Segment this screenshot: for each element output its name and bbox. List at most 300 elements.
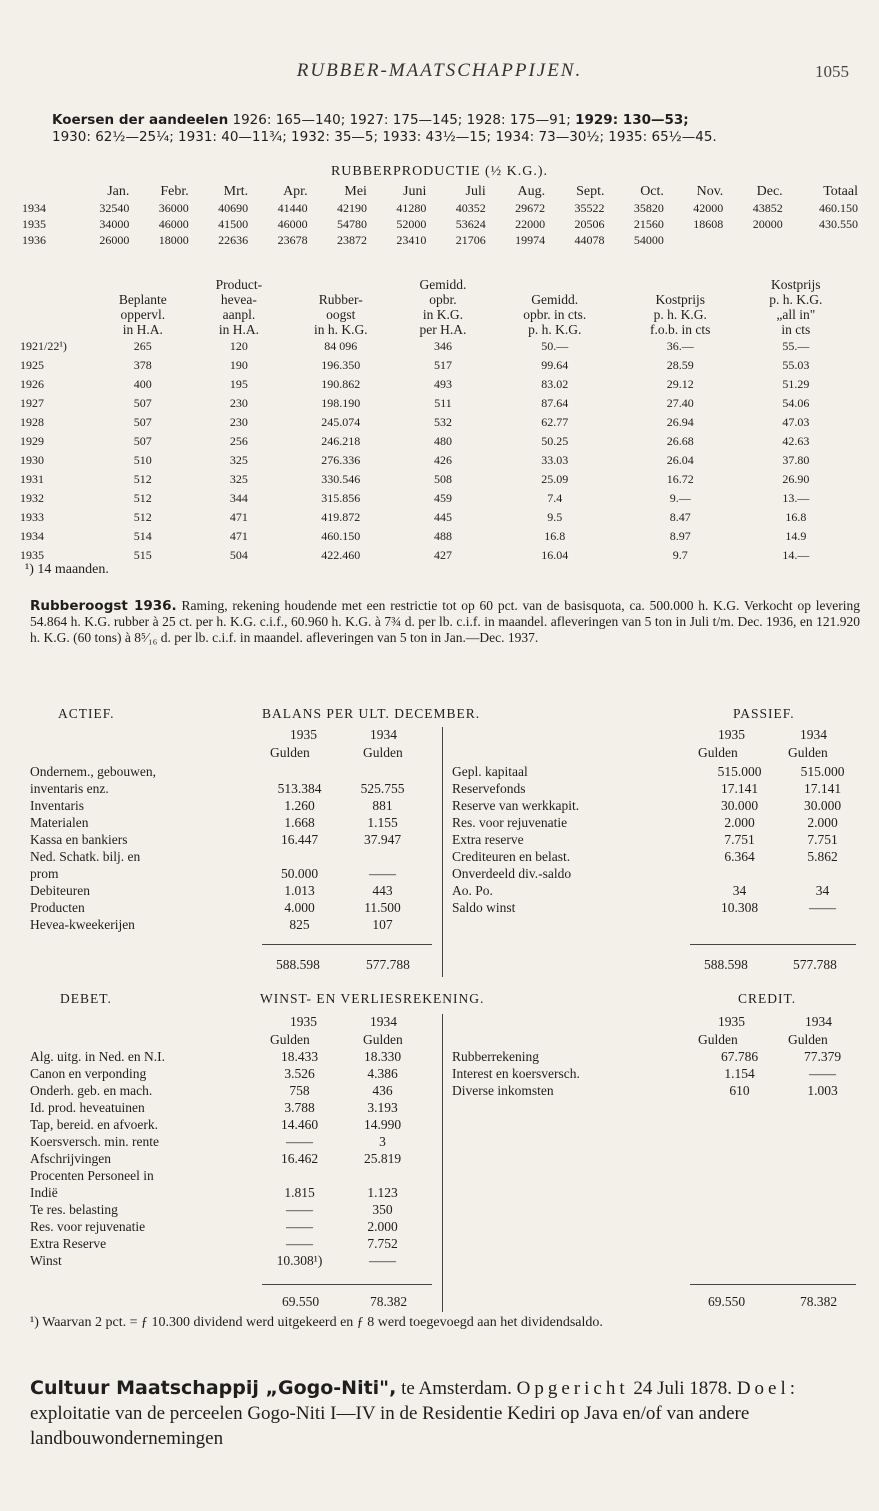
production-cell	[785, 232, 860, 248]
production-cell: 21706	[455, 232, 486, 247]
ledger-amount-a: 758	[289, 1083, 310, 1098]
stats-header-line: aanpl.	[222, 307, 256, 322]
ledger-amount-b: ——	[369, 866, 396, 881]
stats-header-spacer	[20, 277, 94, 337]
ledger-label: Hevea-kweekerijen	[30, 917, 135, 932]
ledger-row	[452, 1083, 864, 1100]
production-cell: 41440	[277, 200, 308, 215]
stats-header-line	[286, 277, 395, 292]
ledger-amount-b: 1.003	[807, 1083, 838, 1098]
ledger-amount-b: ——	[369, 1253, 396, 1268]
production-cell: 54780	[336, 216, 367, 231]
stats-cell: 517	[433, 358, 452, 372]
ledger-label: prom	[30, 866, 59, 881]
stats-cell: 16.04	[541, 548, 569, 562]
stats-header-line: Beplante	[118, 292, 167, 307]
stats-row	[20, 394, 850, 413]
production-header-cell: Sept.	[576, 184, 605, 199]
stats-header-line: in h. K.G.	[313, 322, 368, 337]
ledger-amount-a: 16.462	[280, 1151, 319, 1166]
production-cell: 46000	[277, 216, 308, 231]
ledger-amount-b	[341, 764, 424, 781]
stats-year: 1926	[20, 377, 44, 391]
balans-year-a: 1935	[290, 727, 317, 742]
stats-cell: 99.64	[541, 358, 569, 372]
stats-cell: 256	[229, 434, 248, 448]
ledger-row	[30, 1236, 424, 1253]
balans-title: BALANS PER ULT. DECEMBER.	[262, 706, 481, 721]
winst-unit-a: Gulden	[270, 1032, 310, 1047]
production-cell: 19974	[515, 232, 546, 247]
ledger-row	[30, 1117, 424, 1134]
ledger-amount-b	[341, 849, 424, 866]
production-cell: 460.150	[819, 200, 858, 215]
ledger-row	[30, 1151, 424, 1168]
ledger-amount-a: 50.000	[280, 866, 319, 881]
winst-year-a: 1935	[290, 1014, 317, 1029]
stats-row	[20, 527, 850, 546]
stats-year: 1935	[20, 548, 44, 562]
ledger-amount-a: ——	[286, 1202, 313, 1217]
production-cell: 42000	[693, 200, 724, 215]
share-prices-paragraph	[52, 112, 852, 146]
stats-row	[20, 413, 850, 432]
credit-unit-b: Gulden	[788, 1032, 828, 1047]
production-cell: 35820	[633, 200, 664, 215]
stats-cell: 13.—	[782, 491, 810, 505]
ledger-amount-a	[258, 764, 341, 781]
stats-cell: 325	[229, 453, 248, 467]
stats-cell: 28.59	[666, 358, 694, 372]
ledger-amount-b: 436	[372, 1083, 393, 1098]
production-header-cell: Febr.	[160, 184, 189, 199]
stats-cell: 508	[433, 472, 452, 486]
production-header-row	[20, 184, 860, 200]
ledger-amount-a: 6.364	[724, 849, 755, 864]
running-header: RUBBER-MAATSCHAPPIJEN.	[296, 60, 583, 81]
stats-cell: 532	[433, 415, 452, 429]
stats-header-line: „all in"	[776, 307, 816, 322]
production-header-cell: Aug.	[517, 184, 546, 199]
production-cell: 46000	[158, 216, 189, 231]
stats-header-cell	[94, 277, 192, 337]
ledger-amount-a: ——	[286, 1236, 313, 1251]
ledger-amount-a: 3.526	[284, 1066, 315, 1081]
production-table	[20, 184, 860, 248]
ledger-amount-b: ——	[809, 1066, 836, 1081]
stats-cell: 400	[133, 377, 152, 391]
page-number: 1055	[815, 62, 849, 81]
credit-total-b: 78.382	[800, 1294, 838, 1309]
ledger-amount-b: 3	[379, 1134, 386, 1149]
stats-cell: 26.04	[666, 453, 694, 467]
ledger-row	[30, 1066, 424, 1083]
ledger-amount-b: 18.330	[363, 1049, 402, 1064]
ledger-amount-b: 7.751	[807, 832, 838, 847]
production-cell: 29672	[515, 200, 546, 215]
production-cell: 44078	[574, 232, 605, 247]
stats-cell: 62.77	[541, 415, 569, 429]
stats-cell: 198.190	[321, 396, 361, 410]
stats-year: 1929	[20, 434, 44, 448]
passief-total-a: 588.598	[704, 957, 748, 972]
ledger-label: Interest en koersversch.	[452, 1066, 580, 1081]
credit-title: CREDIT.	[738, 991, 797, 1006]
ledger-label: Afschrijvingen	[30, 1151, 111, 1166]
ledger-label: Onderh. geb. en mach.	[30, 1083, 153, 1098]
stats-cell: 515	[133, 548, 152, 562]
ledger-amount-b: 30.000	[803, 798, 842, 813]
founded-label: Opgericht	[516, 1378, 629, 1399]
ledger-amount-a: 30.000	[720, 798, 759, 813]
ledger-amount-b: 37.947	[363, 832, 402, 847]
ledger-amount-a: 2.000	[724, 815, 755, 830]
stats-cell: 55.—	[782, 339, 810, 353]
ledger-amount-b: 2.000	[367, 1219, 398, 1234]
ledger-amount-b: 350	[372, 1202, 393, 1217]
share-prices-1929: 1929: 130—53;	[575, 112, 689, 128]
production-header-cell: Juni	[403, 184, 427, 199]
production-cell: 23410	[396, 232, 427, 247]
ledger-label: Gepl. kapitaal	[452, 764, 528, 779]
ledger-row	[452, 798, 864, 815]
stats-header-line: p. h. K.G.	[653, 307, 707, 322]
stats-header-line	[94, 277, 192, 292]
ledger-row	[30, 1049, 424, 1066]
ledger-row	[30, 849, 424, 866]
ledger-label: Onverdeeld div.-saldo	[452, 866, 572, 881]
ledger-label: Extra Reserve	[30, 1236, 107, 1251]
stats-cell: 9.5	[547, 510, 563, 524]
ledger-row	[30, 883, 424, 900]
passief-total-b: 577.788	[793, 957, 837, 972]
stats-header-cell	[619, 277, 742, 337]
stats-cell: 471	[229, 510, 248, 524]
ledger-amount-b: 7.752	[367, 1236, 398, 1251]
ledger-amount-b: 525.755	[360, 781, 405, 796]
ledger-amount-a	[258, 849, 341, 866]
harvest-estimate-paragraph	[30, 598, 860, 646]
stats-cell: 512	[133, 510, 152, 524]
stats-cell: 459	[433, 491, 452, 505]
production-cell: 42190	[336, 200, 367, 215]
ledger-amount-a: 17.141	[720, 781, 759, 796]
ledger-amount-a: 4.000	[284, 900, 315, 915]
ledger-amount-a: 1.668	[284, 815, 315, 830]
production-cell: 43852	[752, 200, 783, 215]
ledger-label: Id. prod. heveatuinen	[30, 1100, 145, 1115]
production-header-cell: Totaal	[823, 184, 858, 199]
ledger-label: Koersversch. min. rente	[30, 1134, 159, 1149]
stats-cell: 344	[229, 491, 248, 505]
passief-total-rule	[690, 944, 856, 945]
ledger-amount-a: 1.013	[284, 883, 315, 898]
ledger-label: Reservefonds	[452, 781, 526, 796]
ledger-label: Indië	[30, 1185, 58, 1200]
ledger-row	[452, 832, 864, 849]
ledger-row	[452, 1049, 864, 1066]
production-header-cell: Juli	[465, 184, 486, 199]
ledger-label: Ao. Po.	[452, 883, 493, 898]
winst-title: WINST- EN VERLIESREKENING.	[260, 991, 485, 1006]
stats-cell: 84 096	[324, 339, 358, 353]
production-cell: 430.550	[819, 216, 858, 231]
ledger-label: Ondernem., gebouwen,	[30, 764, 156, 779]
debet-table	[30, 1049, 424, 1270]
ledger-row	[30, 1185, 424, 1202]
stats-cell: 8.47	[669, 510, 691, 524]
stats-cell: 8.97	[669, 529, 691, 543]
production-year: 1936	[22, 232, 46, 247]
stats-cell: 512	[133, 491, 152, 505]
debet-title: DEBET.	[60, 991, 112, 1006]
founded-date: 24 Juli 1878.	[628, 1378, 737, 1399]
ledger-amount-b: 515.000	[800, 764, 845, 779]
stats-header-line: Gemidd.	[531, 292, 579, 307]
production-cell: 22636	[218, 232, 249, 247]
stats-cell: 507	[133, 396, 152, 410]
production-cell: 53624	[455, 216, 486, 231]
actief-title: ACTIEF.	[58, 706, 115, 721]
ledger-row	[452, 781, 864, 798]
ledger-label: Alg. uitg. in Ned. en N.I.	[30, 1049, 165, 1064]
actief-total-rule	[262, 944, 432, 945]
stats-cell: 14.9	[785, 529, 807, 543]
stats-cell: 330.546	[321, 472, 361, 486]
debet-total-rule	[262, 1284, 432, 1285]
ledger-amount-a: ——	[286, 1134, 313, 1149]
stats-year: 1928	[20, 415, 44, 429]
ledger-amount-a: 7.751	[724, 832, 755, 847]
ledger-row	[30, 1100, 424, 1117]
stats-cell: 9.—	[669, 491, 691, 505]
production-header-cell: Dec.	[756, 184, 783, 199]
ledger-label: Crediteuren en belast.	[452, 849, 571, 864]
share-prices-label: Koersen der aandeelen	[52, 112, 229, 128]
stats-row	[20, 337, 850, 356]
stats-cell: 511	[434, 396, 452, 410]
stats-cell: 26.68	[666, 434, 694, 448]
balans-unit-a: Gulden	[270, 745, 310, 760]
ledger-label: Inventaris	[30, 798, 84, 813]
ledger-amount-b: 1.123	[367, 1185, 398, 1200]
stats-cell: 14.—	[782, 548, 810, 562]
stats-cell: 55.03	[782, 358, 810, 372]
stats-cell: 33.03	[541, 453, 569, 467]
production-header-cell: Apr.	[283, 184, 308, 199]
stats-cell: 54.06	[782, 396, 810, 410]
production-header-spacer	[20, 184, 72, 200]
ledger-row	[30, 866, 424, 883]
stats-cell: 315.856	[321, 491, 361, 505]
ledger-amount-a: 513.384	[277, 781, 322, 796]
ledger-label: Procenten Personeel in	[30, 1168, 154, 1183]
stats-row	[20, 432, 850, 451]
ledger-amount-a: 3.788	[284, 1100, 315, 1115]
stats-cell: 230	[229, 396, 248, 410]
ledger-label: Materialen	[30, 815, 89, 830]
ledger-label: Winst	[30, 1253, 62, 1268]
ledger-amount-b: 34	[815, 883, 830, 898]
stats-header-line: Product-	[215, 277, 263, 292]
passief-year-b: 1934	[800, 727, 827, 742]
dividend-footnote: ¹) Waarvan 2 pct. = ƒ 10.300 dividend werd uitgekeerd en ƒ 8 werd toegevoegd aan het dividendsaldo.	[30, 1315, 603, 1330]
passief-title: PASSIEF.	[733, 706, 795, 721]
winst-unit-b: Gulden	[363, 1032, 403, 1047]
stats-year: 1921/22¹)	[20, 339, 67, 353]
ledger-amount-a	[258, 1168, 341, 1185]
stats-cell: 190	[229, 358, 248, 372]
stats-row	[20, 489, 850, 508]
credit-total-rule	[690, 1284, 856, 1285]
ledger-row	[30, 1168, 424, 1185]
ledger-row	[30, 1083, 424, 1100]
ledger-row	[452, 883, 864, 900]
passief-unit-a: Gulden	[698, 745, 738, 760]
ledger-label: inventaris enz.	[30, 781, 109, 796]
stats-header-row	[20, 277, 850, 337]
stats-cell: 83.02	[541, 377, 569, 391]
ledger-amount-a: 67.786	[720, 1049, 759, 1064]
stats-year: 1931	[20, 472, 44, 486]
credit-table	[452, 1049, 864, 1100]
production-cell: 40690	[218, 200, 249, 215]
stats-cell: 36.—	[666, 339, 694, 353]
production-cell: 40352	[455, 200, 486, 215]
stats-cell: 422.460	[321, 548, 361, 562]
balans-year-b: 1934	[370, 727, 397, 742]
ledger-amount-a: 10.308¹)	[276, 1253, 323, 1268]
ledger-amount-b: 3.193	[367, 1100, 398, 1115]
production-cell: 32540	[99, 200, 130, 215]
stats-cell: 230	[229, 415, 248, 429]
stats-cell: 514	[133, 529, 152, 543]
stats-header-line	[491, 277, 619, 292]
ledger-row	[452, 900, 864, 917]
ledger-amount-b: 17.141	[803, 781, 842, 796]
stats-cell: 346	[433, 339, 452, 353]
ledger-label: Saldo winst	[452, 900, 516, 915]
harvest-estimate-text: Raming, rekening houdende met een restrictie tot op 60 pct. van de basisquota, ca. 500.000 h. K.G. Verkocht op levering 54.864 h. K.G. rubber à 25 ct. per h. K.G. c.i.f., 60.960 h. K.G. à 7¾ d. per lb. c.i.f. in maandel. afleveringen van 5 ton in Juli t/m. Dec. 1936, en 121.920 h. K.G. (60 tons) à 8⁵⁄₁₆ d. per lb. c.i.f. in maandel. afleveringen van 5 ton in Jan.—Dec. 1937.	[30, 598, 860, 645]
production-cell: 36000	[158, 200, 189, 215]
stats-cell: 246.218	[321, 434, 361, 448]
ledger-amount-b: 881	[372, 798, 393, 813]
stats-cell: 27.40	[666, 396, 694, 410]
stats-header-line: per H.A.	[419, 322, 467, 337]
stats-cell: 245.074	[321, 415, 361, 429]
stats-cell: 87.64	[541, 396, 569, 410]
company-location: te Amsterdam.	[396, 1378, 517, 1399]
stats-cell: 504	[229, 548, 248, 562]
stats-cell: 510	[133, 453, 152, 467]
ledger-row	[30, 815, 424, 832]
ledger-label: Kassa en bankiers	[30, 832, 128, 847]
production-header-cell: Mrt.	[223, 184, 249, 199]
production-cell: 41280	[396, 200, 427, 215]
stats-cell: 51.29	[782, 377, 810, 391]
ledger-label: Tap, bereid. en afvoerk.	[30, 1117, 158, 1132]
credit-year-a: 1935	[718, 1014, 745, 1029]
ledger-amount-b: 14.990	[363, 1117, 402, 1132]
production-header-cell: Oct.	[640, 184, 664, 199]
balans-unit-b: Gulden	[363, 745, 403, 760]
ledger-amount-b: 77.379	[803, 1049, 842, 1064]
harvest-estimate-lead: Rubberoogst 1936.	[30, 598, 177, 614]
stats-row	[20, 451, 850, 470]
stats-row	[20, 375, 850, 394]
company-name: Cultuur Maatschappij „Gogo-Niti",	[30, 1377, 397, 1399]
stats-cell: 190.862	[321, 377, 361, 391]
production-cell: 18000	[158, 232, 189, 247]
stats-cell: 195	[229, 377, 248, 391]
ledger-amount-a: 1.815	[284, 1185, 315, 1200]
share-prices-line1: 1926: 165—140; 1927: 175—145; 1928: 175—91;	[232, 112, 576, 128]
stats-cell: 120	[229, 339, 248, 353]
ledger-amount-b: 2.000	[807, 815, 838, 830]
production-header-cell: Nov.	[696, 184, 724, 199]
stats-cell: 7.4	[547, 491, 563, 505]
ledger-row	[30, 1219, 424, 1236]
stats-header-line: opbr.	[429, 292, 457, 307]
ledger-label: Producten	[30, 900, 85, 915]
ledger-label: Extra reserve	[452, 832, 524, 847]
stats-cell: 507	[133, 434, 152, 448]
stats-cell: 16.8	[785, 510, 807, 524]
stats-row	[20, 546, 850, 565]
production-row	[20, 200, 860, 216]
ledger-amount-b: 107	[372, 917, 393, 932]
stats-cell: 196.350	[321, 358, 361, 372]
ledger-row	[30, 1134, 424, 1151]
debet-total-b: 78.382	[370, 1294, 408, 1309]
stats-year: 1932	[20, 491, 44, 505]
ledger-amount-a: 1.154	[724, 1066, 755, 1081]
table-footnote: ¹) 14 maanden.	[25, 562, 109, 577]
ledger-amount-a: 825	[289, 917, 310, 932]
stats-year: 1933	[20, 510, 44, 524]
ledger-amount-b: 25.819	[363, 1151, 402, 1166]
ledger-label: Rubberrekening	[452, 1049, 539, 1064]
ledger-label: Res. voor rejuvenatie	[452, 815, 568, 830]
production-cell	[725, 232, 784, 248]
stats-cell: 471	[229, 529, 248, 543]
purpose-text: : exploitatie van de perceelen Gogo-Niti I—IV in de Residentie Kediri op Java en/of van andere landbouwondernemingen	[30, 1378, 796, 1449]
stats-header-line: p. h. K.G.	[528, 322, 582, 337]
stats-cell: 488	[433, 529, 452, 543]
ledger-amount-b: ——	[809, 900, 836, 915]
production-cell: 26000	[99, 232, 130, 247]
stats-header-line: in H.A.	[122, 322, 163, 337]
ledger-label: Te res. belasting	[30, 1202, 118, 1217]
stats-header-line: oppervl.	[120, 307, 166, 322]
stats-header-line: oogst	[326, 307, 356, 322]
plantation-stats-table	[20, 277, 850, 565]
stats-header-line: opbr. in cts.	[523, 307, 587, 322]
ledger-label: Res. voor rejuvenatie	[30, 1219, 146, 1234]
stats-cell: 480	[433, 434, 452, 448]
production-year: 1934	[22, 200, 46, 215]
production-cell: 34000	[99, 216, 130, 231]
stats-cell: 507	[133, 415, 152, 429]
stats-cell: 493	[433, 377, 452, 391]
ledger-amount-a: 10.308	[720, 900, 759, 915]
stats-cell: 460.150	[321, 529, 361, 543]
ledger-amount-a	[698, 866, 781, 883]
credit-unit-a: Gulden	[698, 1032, 738, 1047]
production-cell: 20506	[574, 216, 605, 231]
production-row	[20, 216, 860, 232]
stats-header-line: in H.A.	[218, 322, 259, 337]
